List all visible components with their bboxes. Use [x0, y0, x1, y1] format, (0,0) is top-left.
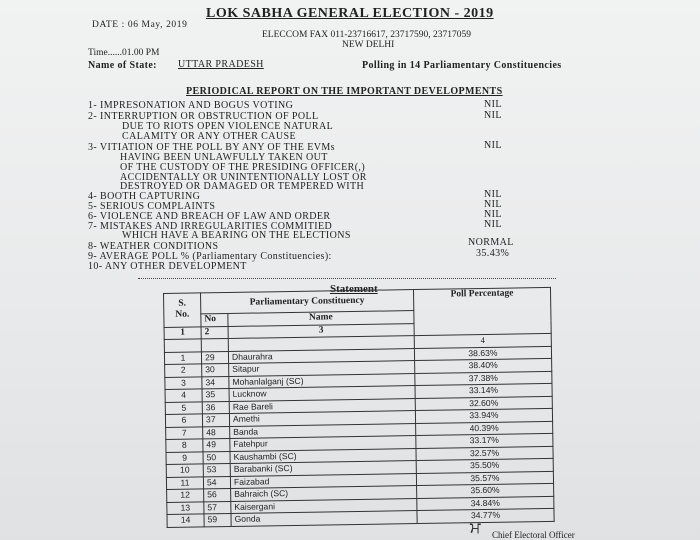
item-4-status: NIL [484, 189, 502, 200]
state-label: Name of State: [88, 60, 157, 71]
col-no-header: No [201, 313, 228, 326]
polling-note: Polling in 14 Parliamentary Constituencies [362, 60, 562, 71]
item-3: 3- VITIATION OF THE POLL BY ANY OF THE EVMs [88, 142, 335, 153]
item-3-line2: HAVING BEEN UNLAWFULLY TAKEN OUT [120, 152, 328, 163]
item-2-status: NIL [484, 110, 502, 121]
state-value: UTTAR PRADESH [178, 59, 264, 70]
item-3-line4: ACCIDENTALLY OR UNINTENTIONALLY LOST OR [120, 172, 367, 183]
col-name-header: Name [228, 311, 414, 326]
page-title: LOK SABHA GENERAL ELECTION - 2019 [206, 6, 494, 21]
item-3-status: NIL [484, 140, 502, 151]
item-4: 4- BOOTH CAPTURING [88, 191, 201, 202]
table-row: 1 29 Dhaurahra 38.63% [164, 346, 551, 365]
col-index-1: 1 [164, 326, 201, 339]
col-index-2: 2 [201, 326, 228, 339]
item-7: 7- MISTAKES AND IRREGULARITIES COMMITIED [88, 221, 333, 232]
item-6: 6- VIOLENCE AND BREACH OF LAW AND ORDER [88, 211, 331, 222]
table-row: 6 37 Amethi 33.94% [165, 408, 552, 427]
table-row: 13 57 Kaisergani 34.84% [167, 496, 554, 515]
table-row: 2 30 Sitapur 38.40% [165, 358, 552, 377]
col-poll-header: Poll Percentage [413, 287, 551, 335]
item-2: 2- INTERRUPTION OR OBSTRUCTION OF POLL [88, 111, 319, 122]
table-row: 4 35 Lucknow 33.14% [165, 383, 552, 402]
item-3-line5: DESTROYED OR DAMAGED OR TEMPERED WITH [120, 181, 365, 192]
table-row: 10 53 Barabanki (SC) 35.50% [166, 458, 553, 477]
col-pc-header: Parliamentary Constituency [201, 290, 414, 314]
poll-table [163, 287, 555, 528]
item-3-line3: OF THE CUSTODY OF THE PRESIDING OFFICER(,) [120, 162, 366, 173]
time-line: Time......01.00 PM [88, 48, 160, 58]
item-8: 8- WEATHER CONDITIONS [88, 241, 219, 252]
table-row: 11 54 Faizabad 35.57% [166, 471, 553, 490]
signature-mark: ਮ [470, 518, 481, 537]
item-2-line3: CALAMITY OR ANY OTHER CAUSE [122, 131, 296, 142]
item-1: 1- IMPRESONATION AND BOGUS VOTING [88, 100, 294, 111]
table-row: 9 50 Kaushambi (SC) 32.57% [166, 446, 553, 465]
table-row: 8 49 Fatehpur 33.17% [166, 433, 553, 452]
date-line: DATE : 06 May, 2019 [92, 20, 188, 30]
col-index-3: 3 [228, 323, 414, 338]
dotted-divider [138, 278, 556, 279]
report-heading: PERIODICAL REPORT ON THE IMPORTANT DEVELOPMENTS [186, 86, 503, 97]
col-sno-header: S. No. [164, 293, 202, 327]
item-5-status: NIL [484, 199, 502, 210]
table-row: 5 36 Rae Bareli 32.60% [165, 396, 552, 415]
item-7-line2: WHICH HAVE A BEARING ON THE ELECTIONS [122, 230, 351, 241]
statement-heading: Statement [330, 283, 378, 295]
item-9: 9- AVERAGE POLL % (Parliamentary Constituencies): [88, 251, 332, 262]
item-6-status: NIL [484, 209, 502, 220]
table-row: 12 56 Bahraich (SC) 35.60% [167, 483, 554, 502]
col-index-4: 4 [414, 333, 551, 348]
table-row: 7 48 Banda 40.39% [166, 421, 553, 440]
item-5: 5- SERIOUS COMPLAINTS [88, 201, 216, 212]
item-8-status: NORMAL [468, 237, 514, 248]
item-1-status: NIL [484, 99, 502, 110]
item-9-status: 35.43% [476, 248, 510, 259]
item-10: 10- ANY OTHER DEVELOPMENT [88, 261, 247, 272]
table-row: 3 34 Mohanlalganj (SC) 37.38% [165, 371, 552, 390]
item-2-line2: DUE TO RIOTS OPEN VIOLENCE NATURAL [122, 121, 334, 132]
item-7-status: NIL [484, 219, 502, 230]
table-row: 14 59 Gonda 34.77% [167, 508, 554, 527]
fax-line: ELECCOM FAX 011-23716617, 23717590, 23717059 [262, 30, 471, 40]
city-line: NEW DELHI [342, 40, 395, 50]
signature-caption: Chief Electoral Officer [492, 530, 575, 540]
